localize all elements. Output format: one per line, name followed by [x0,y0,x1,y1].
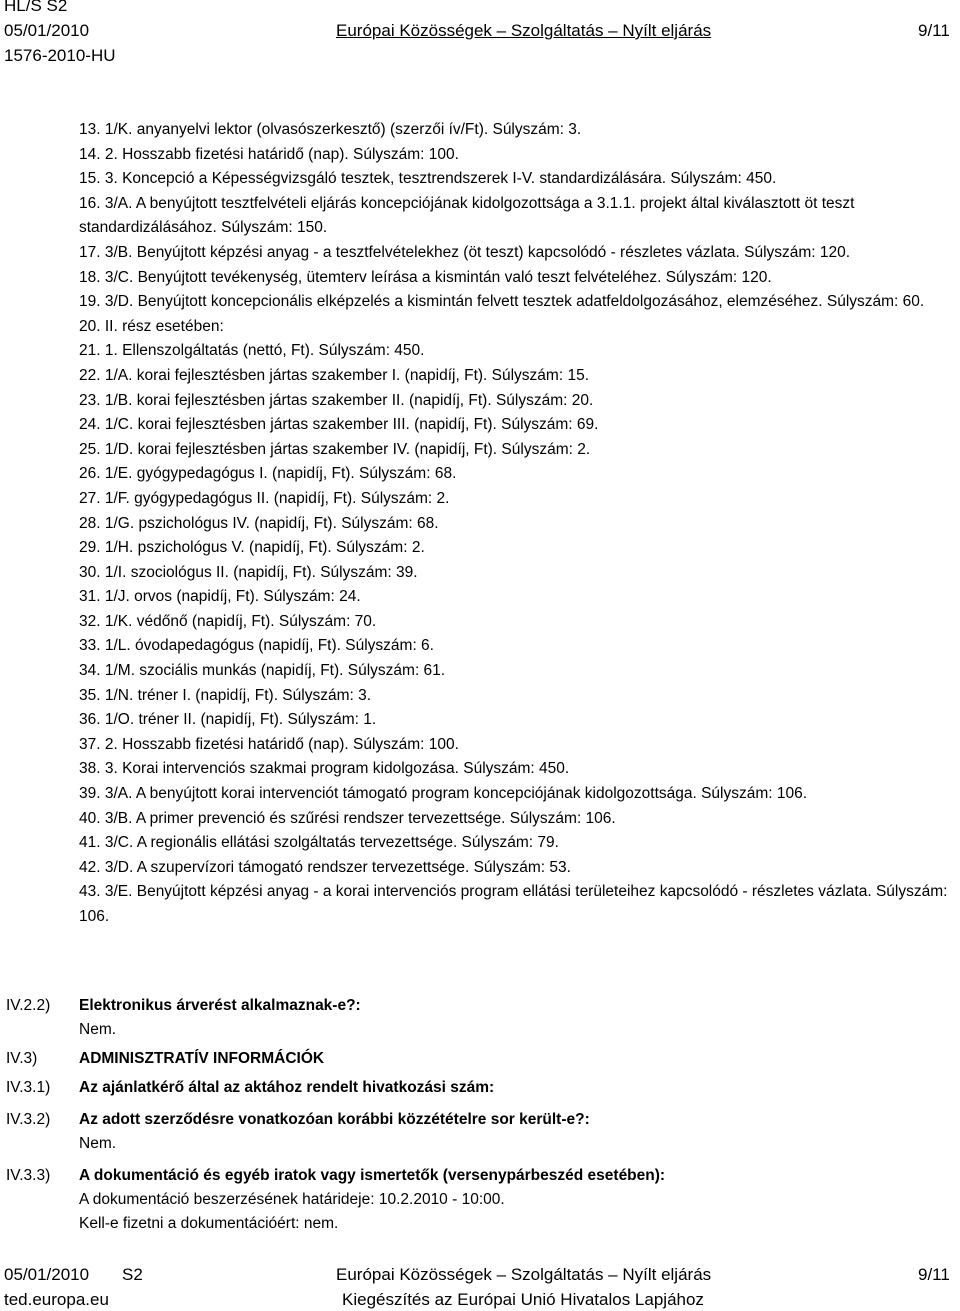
list-item: 23. 1/B. korai fejlesztésben jártas szakember II. (napidíj, Ft). Súlyszám: 20. [79,391,594,409]
section-iv-2-2 [0,994,960,1042]
list-item: 18. 3/C. Benyújtott tevékenység, ütemterv leírása a kismintán való teszt felvételéhez. Súlyszám: 120. [79,268,772,286]
section-number: IV.3.3) [6,1167,51,1184]
criteria-list [79,118,949,930]
list-item: 43. 3/E. Benyújtott képzési anyag - a korai intervenciós program ellátási területeihez kapcsolódó - részletes vázlata. Súlyszám: 106. [79,883,948,925]
list-item: 13. 1/K. anyanyelvi lektor (olvasószerkesztő) (szerzői ív/Ft). Súlyszám: 3. [79,121,582,138]
list-item: 42. 3/D. A szupervízori támogató rendszer tervezettsége. Súlyszám: 53. [79,858,571,876]
section-text: Kell-e fizetni a dokumentációért: nem. [79,1215,339,1232]
section-body [79,1018,939,1042]
footer-page-number: 9/11 [918,1265,950,1284]
footer-site: ted.europa.eu [4,1290,109,1309]
list-item: 35. 1/N. tréner I. (napidíj, Ft). Súlyszám: 3. [79,686,372,704]
list-item: 25. 1/D. korai fejlesztésben jártas szakember IV. (napidíj, Ft). Súlyszám: 2. [79,440,591,458]
footer-title: Európai Közösségek – Szolgáltatás – Nyílt eljárás [336,1265,712,1284]
list-item: 38. 3. Korai intervenciós szakmai program kidolgozása. Súlyszám: 450. [79,760,570,778]
section-title: Az ajánlatkérő által az aktához rendelt hivatkozási szám: [79,1079,495,1096]
header-series: HL/S S2 [4,0,68,15]
list-item: 32. 1/K. védőnő (napidíj, Ft). Súlyszám: 70. [79,612,377,630]
section-number: IV.3.1) [6,1079,51,1096]
list-item: 24. 1/C. korai fejlesztésben jártas szakember III. (napidíj, Ft). Súlyszám: 69. [79,416,599,434]
list-item: 39. 3/A. A benyújtott korai intervenciót támogató program koncepciójának kidolgozottsága. Súlyszám: 106. [79,785,808,803]
section-number: IV.3.2) [6,1111,51,1128]
list-item: 30. 1/I. szociológus II. (napidíj, Ft). Súlyszám: 39. [79,563,418,581]
section-text: A dokumentáció beszerzésének határideje: 10.2.2010 - 10:00. [79,1191,505,1208]
footer-subtitle: Kiegészítés az Európai Unió Hivatalos Lapjához [342,1290,704,1309]
section-title: ADMINISZTRATÍV INFORMÁCIÓK [79,1050,325,1067]
header-notice-id: 1576-2010-HU [4,46,116,65]
list-item: 14. 2. Hosszabb fizetési határidő (nap). Súlyszám: 100. [79,145,459,163]
section-title: A dokumentáció és egyéb iratok vagy ismertetők (versenypárbeszéd esetében): [79,1167,666,1184]
list-item: 22. 1/A. korai fejlesztésben jártas szakember I. (napidíj, Ft). Súlyszám: 15. [79,366,589,384]
list-item: 26. 1/E. gyógypedagógus I. (napidíj, Ft). Súlyszám: 68. [79,465,457,483]
list-item: 27. 1/F. gyógypedagógus II. (napidíj, Ft). Súlyszám: 2. [79,489,450,507]
section-iv-3-3 [0,1164,960,1236]
section-title: Elektronikus árverést alkalmaznak-e?: [79,997,361,1014]
page-header [0,0,960,70]
page-footer [0,1262,960,1311]
section-iv-3-2 [0,1108,960,1156]
list-item: 31. 1/J. orvos (napidíj, Ft). Súlyszám: 24. [79,588,361,606]
section-iv-3 [0,1047,960,1071]
list-item: 37. 2. Hosszabb fizetési határidő (nap). Súlyszám: 100. [79,735,459,753]
list-item: 29. 1/H. pszichológus V. (napidíj, Ft). Súlyszám: 2. [79,539,425,557]
section-text: Nem. [79,1135,117,1152]
section-text: Nem. [79,1021,117,1038]
list-item: 36. 1/O. tréner II. (napidíj, Ft). Súlyszám: 1. [79,711,377,729]
section-body [79,1132,939,1156]
list-item: 19. 3/D. Benyújtott koncepcionális elképzelés a kismintán felvett tesztek adatfeldolgozásához, elemzéséhez. Súlyszám: 60. [79,293,925,311]
header-title: Európai Közösségek – Szolgáltatás – Nyílt eljárás [336,21,712,40]
list-item: 40. 3/B. A primer prevenció és szűrési rendszer tervezettsége. Súlyszám: 106. [79,809,616,827]
section-title: Az adott szerződésre vonatkozóan korábbi közzétételre sor került-e?: [79,1111,590,1128]
section-number: IV.3) [6,1050,38,1067]
list-item: 28. 1/G. pszichológus IV. (napidíj, Ft). Súlyszám: 68. [79,514,439,532]
list-item: 41. 3/C. A regionális ellátási szolgáltatás tervezettsége. Súlyszám: 79. [79,834,559,852]
header-page-number: 9/11 [918,21,950,40]
list-item: 21. 1. Ellenszolgáltatás (nettó, Ft). Súlyszám: 450. [79,342,425,360]
list-item: 33. 1/L. óvodapedagógus (napidíj, Ft). Súlyszám: 6. [79,637,434,655]
list-item: 15. 3. Koncepció a Képességvizsgáló tesztek, tesztrendszerek I-V. standardizálására. Súlyszám: 450. [79,170,777,188]
header-date: 05/01/2010 [4,21,90,40]
section-iv-3-1 [0,1076,960,1100]
list-item: 20. II. rész esetében: [79,317,224,335]
section-body [79,1188,939,1236]
list-item: 17. 3/B. Benyújtott képzési anyag - a tesztfelvételekhez (öt teszt) kapcsolódó - részletes vázlata. Súlyszám: 120. [79,243,851,261]
footer-date: 05/01/2010 [4,1265,90,1284]
footer-series: S2 [122,1265,143,1284]
list-item: 16. 3/A. A benyújtott tesztfelvételi eljárás koncepciójának kidolgozottsága a 3.1.1. projekt által kiválasztott öt teszt standardizálásához. Súlyszám: 150. [79,194,855,237]
section-number: IV.2.2) [6,997,51,1014]
list-item: 34. 1/M. szociális munkás (napidíj, Ft). Súlyszám: 61. [79,662,446,680]
